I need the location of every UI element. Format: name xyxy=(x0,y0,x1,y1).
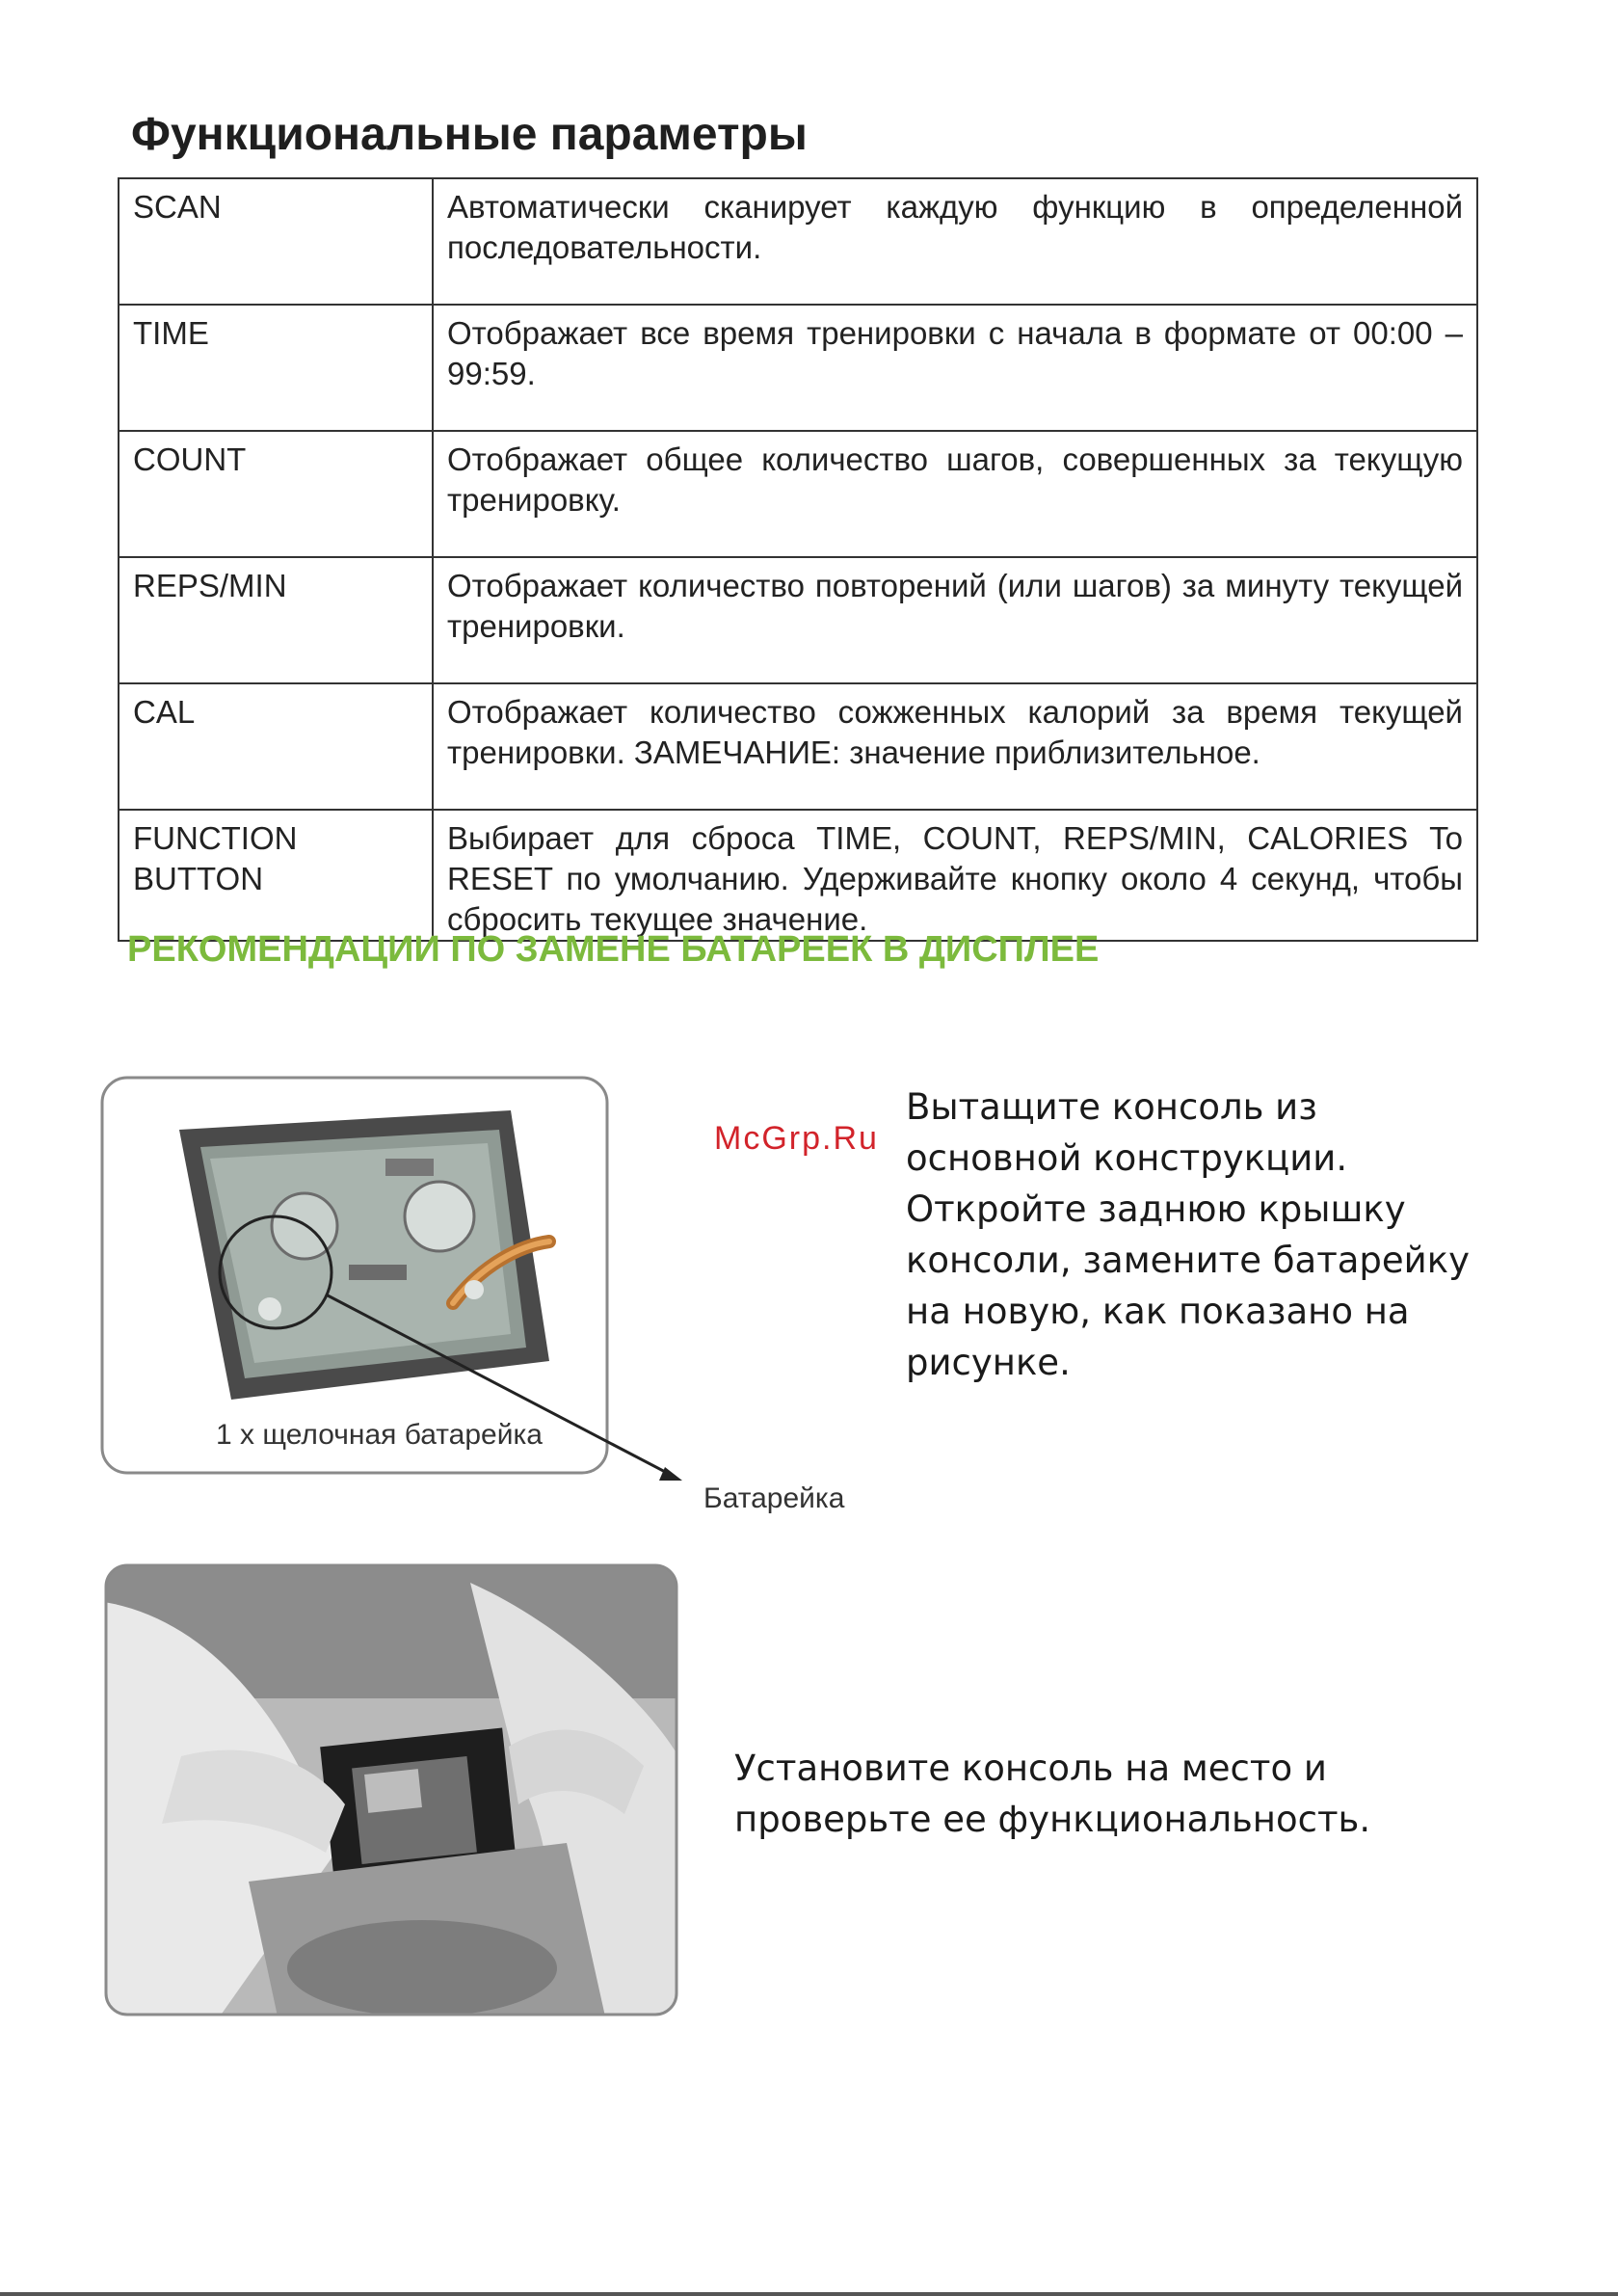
table-row xyxy=(119,683,1477,810)
watermark-text: McGrp.Ru xyxy=(714,1120,879,1157)
param-name: TIME xyxy=(119,305,433,431)
param-description: Отображает все время тренировки с начала в формате от 00:00 – 99:59. xyxy=(433,305,1477,431)
step-one-text: Вытащите консоль из основной конструкции. Откройте заднюю крышку консоли, замените батарейку на новую, как показано на рисунке. xyxy=(906,1086,1470,1383)
param-name xyxy=(119,810,433,941)
param-description: Отображает количество повторений (или шагов) за минуту текущей тренировки. xyxy=(433,557,1477,683)
table-row xyxy=(119,305,1477,431)
console-photo xyxy=(179,1110,549,1400)
param-description: Автоматически сканирует каждую функцию в определенной последовательности. xyxy=(433,178,1477,305)
param-description: Отображает общее количество шагов, совершенных за текущую тренировку. xyxy=(433,431,1477,557)
section-heading: РЕКОМЕНДАЦИИ ПО ЗАМЕНЕ БАТАРЕЕК В ДИСПЛЕЕ xyxy=(127,929,1100,970)
param-description: Выбирает для сброса TIME, COUNT, REPS/MIN, CALORIES To RESET по умолчанию. Удерживайте кнопку около 4 секунд, чтобы сбросить текущее значение. xyxy=(433,810,1477,941)
param-description: Отображает количество сожженных калорий за время текущей тренировки. ЗАМЕЧАНИЕ: значение приблизительное. xyxy=(433,683,1477,810)
param-name: REPS/MIN xyxy=(119,557,433,683)
table-row xyxy=(119,557,1477,683)
install-console-photo xyxy=(104,1563,678,2021)
table-row xyxy=(119,178,1477,305)
bottom-rule xyxy=(0,2292,1618,2296)
page-title: Функциональные параметры xyxy=(131,109,808,160)
param-name: COUNT xyxy=(119,431,433,557)
figure-caption: 1 х щелочная батарейка xyxy=(216,1419,543,1451)
parameters-table xyxy=(118,177,1478,942)
step-two-text: Установите консоль на место и проверьте ее функциональность. xyxy=(734,1748,1371,1840)
param-name: CAL xyxy=(119,683,433,810)
battery-callout-label: Батарейка xyxy=(703,1482,845,1514)
table-row xyxy=(119,431,1477,557)
param-name-text: FUNCTION BUTTON xyxy=(133,820,298,896)
param-name: SCAN xyxy=(119,178,433,305)
table-row xyxy=(119,810,1477,941)
